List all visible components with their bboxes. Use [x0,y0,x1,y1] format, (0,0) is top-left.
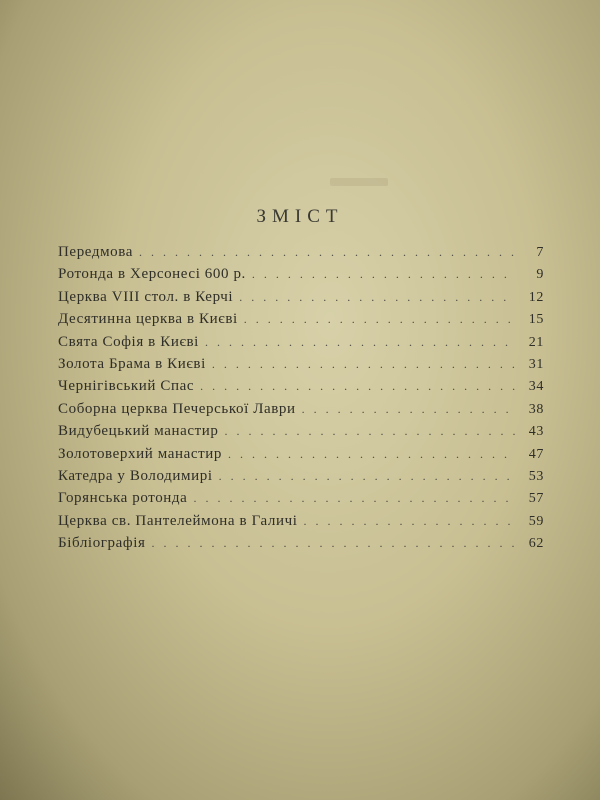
toc-entry-page: 12 [528,289,544,305]
toc-entry [58,266,544,288]
toc-leader-dots [302,402,516,417]
toc-leader-dots [200,379,516,394]
toc-entry-page: 57 [528,491,544,507]
contents-heading: ЗМІСТ [256,206,344,227]
toc-entry [58,401,544,423]
toc-entry [58,468,544,490]
toc-entry [58,423,544,445]
toc-entry [58,535,544,557]
toc-entry-title: Видубецький манастир [58,423,219,440]
toc-entry-title: Соборна церква Печерської Лаври [58,400,296,417]
toc-entry-title: Бібліографія [58,535,146,552]
toc-leader-dots [152,536,517,551]
toc-leader-dots [252,267,516,282]
toc-entry [58,446,544,468]
toc-entry-page: 34 [528,379,544,395]
table-of-contents [58,244,544,557]
toc-entry-title: Катедра у Володимирі [58,467,213,484]
toc-leader-dots [212,357,516,372]
toc-entry-title: Золота Брама в Києві [58,355,206,372]
toc-entry-page: 9 [536,267,544,283]
faint-stamp-mark [330,178,388,186]
toc-entry-title: Чернігівський Спас [58,378,195,395]
toc-entry-title: Ротонда в Херсонесі 600 р. [58,266,246,283]
toc-entry-page: 15 [528,312,544,328]
toc-entry [58,513,544,535]
toc-leader-dots [205,335,516,350]
toc-entry-title: Горянська ротонда [58,490,188,507]
toc-leader-dots [228,447,516,462]
toc-leader-dots [219,469,516,484]
toc-entry-title: Золотоверхий манастир [58,445,222,462]
toc-leader-dots [139,245,516,260]
toc-entry-page: 59 [528,513,544,529]
toc-entry [58,378,544,400]
toc-entry-title: Передмова [58,244,134,260]
toc-entry [58,356,544,378]
toc-entry-page: 53 [528,468,544,484]
toc-entry-page: 47 [528,446,544,462]
toc-entry-title: Церква св. Пантелеймона в Галичі [58,512,298,529]
toc-leader-dots [303,514,516,529]
toc-entry [58,289,544,311]
toc-leader-dots [193,491,516,506]
toc-leader-dots [239,290,516,305]
toc-entry-page: 31 [528,356,544,372]
toc-entry-page: 21 [528,334,544,350]
toc-entry [58,334,544,356]
toc-entry [58,490,544,512]
toc-entry [58,311,544,333]
toc-entry-page: 7 [536,245,544,260]
toc-entry-page: 43 [528,424,544,440]
toc-entry-title: Десятинна церква в Києві [58,311,238,328]
toc-entry-page: 38 [528,401,544,417]
toc-leader-dots [244,312,516,327]
toc-entry-title: Свята Софія в Києві [58,333,199,350]
toc-entry-page: 62 [528,536,544,552]
toc-leader-dots [225,424,517,439]
toc-entry-title: Церква VIII стол. в Керчі [58,288,234,305]
toc-entry [58,244,544,266]
